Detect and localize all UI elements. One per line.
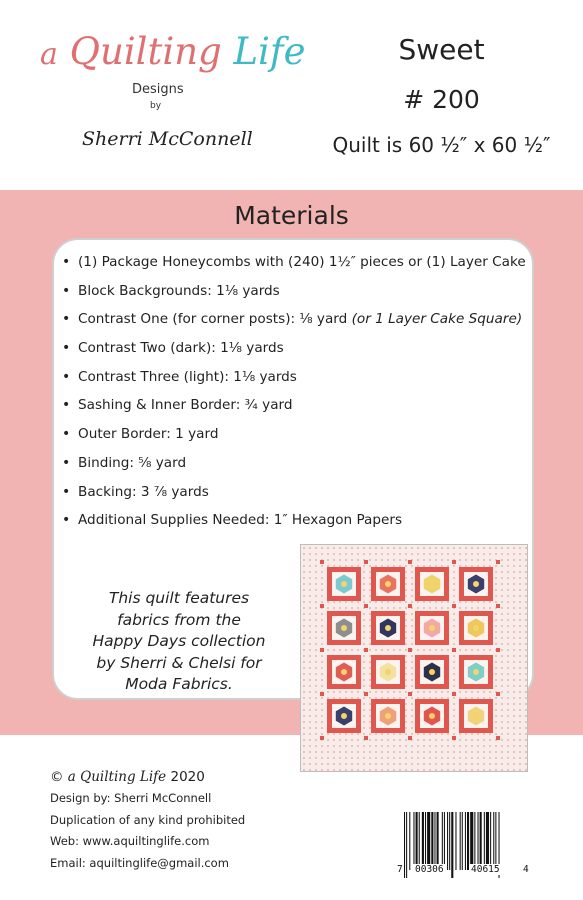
barcode-bar bbox=[416, 812, 418, 870]
brand-logo bbox=[22, 30, 306, 170]
bullet-icon: • bbox=[62, 311, 71, 328]
material-item bbox=[58, 506, 528, 535]
material-item bbox=[58, 391, 528, 420]
barcode-group-left: 00306 bbox=[415, 864, 444, 875]
feature-line: This quilt features bbox=[108, 589, 250, 607]
pattern-title-block bbox=[300, 30, 583, 160]
material-text: Outer Border: 1 yard bbox=[78, 426, 219, 443]
barcode-group-right: 40615 bbox=[471, 864, 500, 875]
quilt-corner-post bbox=[496, 736, 500, 740]
bullet-icon: • bbox=[62, 397, 71, 414]
barcode-bar bbox=[409, 812, 410, 870]
quilt-corner-post bbox=[496, 692, 500, 696]
bullet-icon: • bbox=[62, 426, 71, 443]
bullet-icon: • bbox=[62, 282, 71, 299]
quilt-corner-post bbox=[452, 736, 456, 740]
bullet-icon: • bbox=[62, 483, 71, 500]
barcode-bar bbox=[425, 812, 426, 870]
quilt-flower-center bbox=[473, 713, 479, 719]
material-item bbox=[58, 248, 528, 277]
logo-designs: Designs bbox=[132, 82, 184, 97]
material-text: Contrast Three (light): 1⅛ yards bbox=[78, 368, 297, 385]
copyright-year: 2020 bbox=[170, 769, 205, 785]
barcode-bar bbox=[444, 812, 445, 870]
quilt-corner-post bbox=[408, 560, 412, 564]
barcode-bar bbox=[449, 812, 450, 870]
quilt-flower-center bbox=[341, 625, 347, 631]
pattern-name: Sweet bbox=[398, 33, 485, 66]
barcode-bar bbox=[470, 812, 473, 870]
quilt-corner-post bbox=[496, 604, 500, 608]
quilt-corner-post bbox=[408, 692, 412, 696]
barcode-bar bbox=[434, 812, 435, 870]
quilt-corner-post bbox=[320, 692, 324, 696]
barcode-bar bbox=[490, 812, 491, 870]
quilt-corner-post bbox=[452, 560, 456, 564]
bullet-icon: • bbox=[62, 512, 71, 529]
pattern-number: # 200 bbox=[403, 85, 480, 114]
material-text: Binding: ⅝ yard bbox=[78, 454, 187, 471]
quilt-corner-post bbox=[320, 736, 324, 740]
logo-by: by bbox=[150, 101, 162, 111]
bullet-icon: • bbox=[62, 254, 71, 270]
quilt-size: Quilt is 60 ½″ x 60 ½″ bbox=[332, 133, 551, 157]
quilt-corner-post bbox=[408, 736, 412, 740]
quilt-corner-post bbox=[408, 648, 412, 652]
quilt-corner-post bbox=[408, 604, 412, 608]
material-text: Additional Supplies Needed: 1″ Hexagon Papers bbox=[78, 512, 403, 529]
quilt-corner-post bbox=[452, 604, 456, 608]
barcode-bar bbox=[460, 812, 461, 870]
footer-info bbox=[50, 766, 245, 874]
material-text: Backing: 3 ⅞ yards bbox=[78, 483, 209, 500]
barcode-bar bbox=[480, 812, 482, 870]
material-item bbox=[58, 363, 528, 392]
quilt-flower-center bbox=[429, 669, 435, 675]
barcode-bar bbox=[413, 812, 414, 870]
material-item bbox=[58, 449, 528, 478]
barcode-bar bbox=[478, 812, 479, 870]
footer-email: Email: aquiltinglife@gmail.com bbox=[50, 855, 229, 870]
barcode-digit-lead: 7 bbox=[397, 864, 403, 875]
quilt-image bbox=[300, 544, 528, 772]
footer-designer: Design by: Sherri McConnell bbox=[50, 791, 212, 805]
material-text: Contrast Two (dark): 1⅛ yards bbox=[78, 340, 284, 357]
bullet-icon: • bbox=[62, 454, 71, 471]
barcode-digits bbox=[397, 864, 531, 878]
quilt-flower-center bbox=[473, 669, 479, 675]
quilt-corner-post bbox=[496, 560, 500, 564]
barcode-bar bbox=[419, 812, 420, 870]
copyright-symbol: © bbox=[50, 769, 64, 785]
barcode-bar bbox=[431, 812, 433, 870]
material-item bbox=[58, 305, 528, 334]
bullet-icon: • bbox=[62, 340, 71, 357]
barcode-bar bbox=[427, 812, 430, 870]
fabric-feature-note bbox=[70, 588, 288, 696]
material-text: Contrast One (for corner posts): ⅛ yard bbox=[78, 311, 352, 328]
logo-a: a bbox=[40, 37, 58, 72]
quilt-corner-post bbox=[364, 692, 368, 696]
material-note: (or 1 Layer Cake Square) bbox=[351, 311, 523, 328]
quilt-corner-post bbox=[364, 560, 368, 564]
barcode-bar bbox=[442, 812, 443, 870]
barcode-bar bbox=[447, 812, 448, 870]
bullet-icon: • bbox=[62, 368, 71, 385]
quilt-corner-post bbox=[320, 648, 324, 652]
footer-web: Web: www.aquiltinglife.com bbox=[50, 834, 210, 848]
material-text: Block Backgrounds: 1⅛ yards bbox=[78, 282, 280, 299]
quilt-corner-post bbox=[496, 648, 500, 652]
feature-line: fabrics from the bbox=[117, 610, 241, 629]
barcode-bar bbox=[467, 812, 469, 870]
logo-wordmark bbox=[40, 30, 306, 77]
quilt-flower-center bbox=[341, 669, 347, 675]
material-text: Sashing & Inner Border: ¾ yard bbox=[78, 397, 293, 414]
barcode-bar bbox=[495, 812, 496, 870]
barcode-bar bbox=[484, 812, 485, 870]
barcode-bar bbox=[422, 812, 424, 870]
quilt-flower-center bbox=[473, 581, 479, 587]
designer-signature: Sherri McConnell bbox=[82, 128, 253, 150]
quilt-corner-post bbox=[364, 604, 368, 608]
quilt-flower-center bbox=[385, 625, 391, 631]
materials-heading: Materials bbox=[234, 201, 349, 230]
feature-line: Moda Fabrics. bbox=[125, 675, 233, 693]
quilt-corner-post bbox=[452, 692, 456, 696]
quilt-flower-center bbox=[385, 581, 391, 587]
quilt-corner-post bbox=[320, 604, 324, 608]
quilt-corner-post bbox=[364, 736, 368, 740]
quilt-corner-post bbox=[452, 648, 456, 652]
quilt-flower-center bbox=[429, 625, 435, 631]
quilt-corner-post bbox=[320, 560, 324, 564]
copyright-line bbox=[50, 766, 245, 788]
logo-quilting: Quilting bbox=[69, 30, 222, 73]
feature-line: by Sherri & Chelsi for bbox=[96, 653, 262, 672]
quilt-flower-center bbox=[385, 669, 391, 675]
quilt-flower-center bbox=[429, 713, 435, 719]
footer-notice: Duplication of any kind prohibited bbox=[50, 812, 246, 827]
quilt-flower-center bbox=[341, 581, 347, 587]
material-item bbox=[58, 334, 528, 363]
barcode-bar bbox=[455, 812, 456, 870]
barcode-bar bbox=[493, 812, 494, 870]
barcode-bar bbox=[465, 812, 466, 870]
barcode-digit-check: 4 bbox=[523, 864, 529, 875]
quilt-flower-center bbox=[385, 713, 391, 719]
materials-list bbox=[58, 248, 528, 535]
material-item bbox=[58, 277, 528, 306]
quilt-flower-center bbox=[341, 713, 347, 719]
copyright-brand: a Quilting Life bbox=[67, 769, 167, 785]
quilt-flower-center bbox=[429, 581, 435, 587]
quilt-corner-post bbox=[364, 648, 368, 652]
feature-line: Happy Days collection bbox=[92, 632, 266, 650]
logo-life: Life bbox=[233, 30, 306, 73]
barcode-bar bbox=[462, 812, 463, 870]
barcode-bar bbox=[437, 812, 439, 870]
quilt-illustration bbox=[301, 545, 527, 771]
material-item bbox=[58, 478, 528, 507]
material-text: (1) Package Honeycombs with (240) 1½″ pieces or (1) Layer Cake bbox=[78, 254, 526, 270]
barcode-bar bbox=[486, 812, 489, 870]
material-item bbox=[58, 420, 528, 449]
barcode-bar bbox=[474, 812, 475, 870]
quilt-flower-center bbox=[473, 625, 479, 631]
